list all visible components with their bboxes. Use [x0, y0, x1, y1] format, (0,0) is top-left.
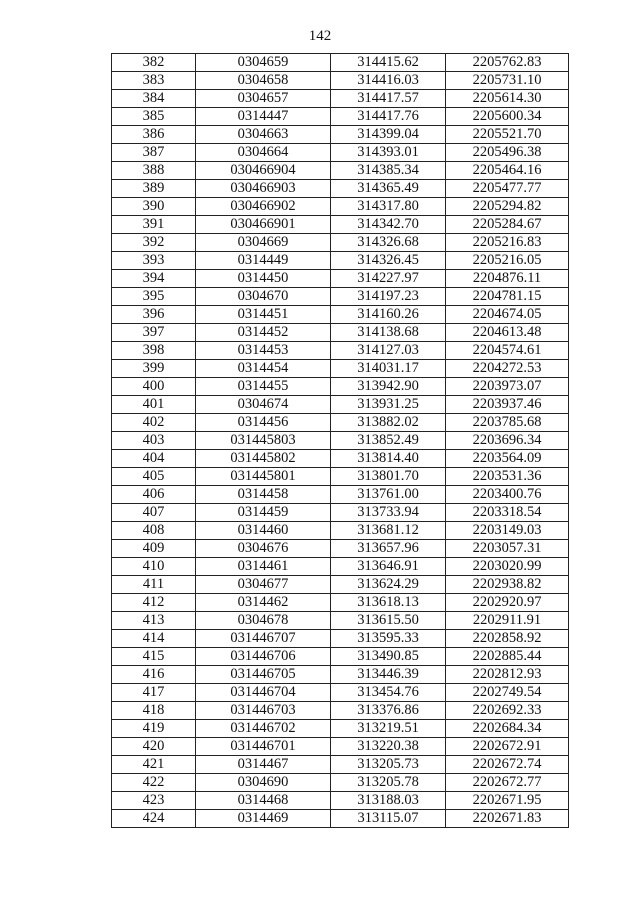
x-coordinate-cell: 313618.13 — [331, 594, 446, 612]
point-code-cell: 0304674 — [196, 396, 331, 414]
point-code-cell: 0304669 — [196, 234, 331, 252]
table-row — [112, 54, 569, 72]
table-row — [112, 198, 569, 216]
point-number-cell: 418 — [112, 702, 196, 720]
point-code-cell: 031445802 — [196, 450, 331, 468]
table-row — [112, 558, 569, 576]
table-row — [112, 306, 569, 324]
table-row — [112, 72, 569, 90]
x-coordinate-cell: 314160.26 — [331, 306, 446, 324]
y-coordinate-cell: 2205731.10 — [446, 72, 569, 90]
point-number-cell: 411 — [112, 576, 196, 594]
table-row — [112, 468, 569, 486]
x-coordinate-cell: 313814.40 — [331, 450, 446, 468]
table-row — [112, 162, 569, 180]
point-code-cell: 0314459 — [196, 504, 331, 522]
table-row — [112, 126, 569, 144]
x-coordinate-cell: 313882.02 — [331, 414, 446, 432]
y-coordinate-cell: 2203564.09 — [446, 450, 569, 468]
point-number-cell: 419 — [112, 720, 196, 738]
x-coordinate-cell: 313220.38 — [331, 738, 446, 756]
table-row — [112, 738, 569, 756]
y-coordinate-cell: 2205284.67 — [446, 216, 569, 234]
x-coordinate-cell: 313205.73 — [331, 756, 446, 774]
table-row — [112, 612, 569, 630]
y-coordinate-cell: 2202920.97 — [446, 594, 569, 612]
y-coordinate-cell: 2202671.83 — [446, 810, 569, 828]
point-number-cell: 407 — [112, 504, 196, 522]
table-row — [112, 270, 569, 288]
x-coordinate-cell: 313446.39 — [331, 666, 446, 684]
y-coordinate-cell: 2204876.11 — [446, 270, 569, 288]
x-coordinate-cell: 313646.91 — [331, 558, 446, 576]
table-row — [112, 288, 569, 306]
y-coordinate-cell: 2204613.48 — [446, 324, 569, 342]
table-row — [112, 378, 569, 396]
y-coordinate-cell: 2202749.54 — [446, 684, 569, 702]
table-row — [112, 90, 569, 108]
x-coordinate-cell: 313376.86 — [331, 702, 446, 720]
x-coordinate-cell: 313615.50 — [331, 612, 446, 630]
point-code-cell: 0314455 — [196, 378, 331, 396]
point-number-cell: 415 — [112, 648, 196, 666]
table-row — [112, 342, 569, 360]
point-code-cell: 0314467 — [196, 756, 331, 774]
y-coordinate-cell: 2202672.74 — [446, 756, 569, 774]
point-code-cell: 0314450 — [196, 270, 331, 288]
point-code-cell: 0304659 — [196, 54, 331, 72]
y-coordinate-cell: 2203149.03 — [446, 522, 569, 540]
point-code-cell: 0304657 — [196, 90, 331, 108]
y-coordinate-cell: 2202911.91 — [446, 612, 569, 630]
table-row — [112, 594, 569, 612]
x-coordinate-cell: 314416.03 — [331, 72, 446, 90]
x-coordinate-cell: 314365.49 — [331, 180, 446, 198]
table-row — [112, 234, 569, 252]
x-coordinate-cell: 313681.12 — [331, 522, 446, 540]
point-code-cell: 0304670 — [196, 288, 331, 306]
x-coordinate-cell: 314031.17 — [331, 360, 446, 378]
point-code-cell: 0304678 — [196, 612, 331, 630]
y-coordinate-cell: 2203057.31 — [446, 540, 569, 558]
table-row — [112, 684, 569, 702]
point-number-cell: 389 — [112, 180, 196, 198]
x-coordinate-cell: 314399.04 — [331, 126, 446, 144]
table-row — [112, 576, 569, 594]
y-coordinate-cell: 2205614.30 — [446, 90, 569, 108]
point-code-cell: 0314453 — [196, 342, 331, 360]
point-code-cell: 0314449 — [196, 252, 331, 270]
y-coordinate-cell: 2202812.93 — [446, 666, 569, 684]
y-coordinate-cell: 2205464.16 — [446, 162, 569, 180]
x-coordinate-cell: 313188.03 — [331, 792, 446, 810]
y-coordinate-cell: 2205216.05 — [446, 252, 569, 270]
coordinates-table — [111, 53, 569, 828]
point-number-cell: 406 — [112, 486, 196, 504]
point-code-cell: 0314452 — [196, 324, 331, 342]
point-number-cell: 392 — [112, 234, 196, 252]
point-number-cell: 405 — [112, 468, 196, 486]
y-coordinate-cell: 2204674.05 — [446, 306, 569, 324]
x-coordinate-cell: 314385.34 — [331, 162, 446, 180]
point-code-cell: 0314469 — [196, 810, 331, 828]
point-number-cell: 393 — [112, 252, 196, 270]
point-number-cell: 413 — [112, 612, 196, 630]
y-coordinate-cell: 2203400.76 — [446, 486, 569, 504]
x-coordinate-cell: 313761.00 — [331, 486, 446, 504]
table-row — [112, 648, 569, 666]
table-row — [112, 702, 569, 720]
x-coordinate-cell: 314417.57 — [331, 90, 446, 108]
point-code-cell: 031446706 — [196, 648, 331, 666]
point-code-cell: 031445801 — [196, 468, 331, 486]
x-coordinate-cell: 313219.51 — [331, 720, 446, 738]
y-coordinate-cell: 2204574.61 — [446, 342, 569, 360]
point-number-cell: 409 — [112, 540, 196, 558]
x-coordinate-cell: 313115.07 — [331, 810, 446, 828]
table-row — [112, 522, 569, 540]
y-coordinate-cell: 2205294.82 — [446, 198, 569, 216]
y-coordinate-cell: 2202671.95 — [446, 792, 569, 810]
table-row — [112, 630, 569, 648]
point-code-cell: 030466904 — [196, 162, 331, 180]
y-coordinate-cell: 2205521.70 — [446, 126, 569, 144]
point-code-cell: 030466903 — [196, 180, 331, 198]
x-coordinate-cell: 313205.78 — [331, 774, 446, 792]
table-row — [112, 252, 569, 270]
table-row — [112, 540, 569, 558]
table-row — [112, 144, 569, 162]
point-number-cell: 390 — [112, 198, 196, 216]
table-row — [112, 180, 569, 198]
x-coordinate-cell: 313657.96 — [331, 540, 446, 558]
point-number-cell: 401 — [112, 396, 196, 414]
point-number-cell: 402 — [112, 414, 196, 432]
table-row — [112, 450, 569, 468]
table-row — [112, 666, 569, 684]
point-code-cell: 031445803 — [196, 432, 331, 450]
coordinates-table-body — [112, 54, 569, 828]
y-coordinate-cell: 2203020.99 — [446, 558, 569, 576]
x-coordinate-cell: 313624.29 — [331, 576, 446, 594]
y-coordinate-cell: 2202938.82 — [446, 576, 569, 594]
point-code-cell: 0314462 — [196, 594, 331, 612]
table-row — [112, 774, 569, 792]
y-coordinate-cell: 2202672.77 — [446, 774, 569, 792]
point-number-cell: 391 — [112, 216, 196, 234]
y-coordinate-cell: 2203696.34 — [446, 432, 569, 450]
point-code-cell: 0304664 — [196, 144, 331, 162]
point-number-cell: 394 — [112, 270, 196, 288]
point-code-cell: 030466901 — [196, 216, 331, 234]
point-code-cell: 0314456 — [196, 414, 331, 432]
table-row — [112, 792, 569, 810]
page-number: 142 — [308, 28, 332, 44]
point-code-cell: 0314458 — [196, 486, 331, 504]
x-coordinate-cell: 314393.01 — [331, 144, 446, 162]
x-coordinate-cell: 314197.23 — [331, 288, 446, 306]
point-number-cell: 420 — [112, 738, 196, 756]
x-coordinate-cell: 313852.49 — [331, 432, 446, 450]
x-coordinate-cell: 313733.94 — [331, 504, 446, 522]
point-code-cell: 0304690 — [196, 774, 331, 792]
x-coordinate-cell: 314342.70 — [331, 216, 446, 234]
point-code-cell: 0314468 — [196, 792, 331, 810]
y-coordinate-cell: 2205600.34 — [446, 108, 569, 126]
x-coordinate-cell: 314227.97 — [331, 270, 446, 288]
x-coordinate-cell: 314417.76 — [331, 108, 446, 126]
point-number-cell: 399 — [112, 360, 196, 378]
point-number-cell: 397 — [112, 324, 196, 342]
table-row — [112, 414, 569, 432]
point-number-cell: 386 — [112, 126, 196, 144]
y-coordinate-cell: 2203531.36 — [446, 468, 569, 486]
point-code-cell: 0304677 — [196, 576, 331, 594]
x-coordinate-cell: 313595.33 — [331, 630, 446, 648]
point-code-cell: 0314461 — [196, 558, 331, 576]
point-number-cell: 424 — [112, 810, 196, 828]
point-number-cell: 384 — [112, 90, 196, 108]
table-row — [112, 720, 569, 738]
y-coordinate-cell: 2204781.15 — [446, 288, 569, 306]
point-code-cell: 0314460 — [196, 522, 331, 540]
point-number-cell: 417 — [112, 684, 196, 702]
x-coordinate-cell: 314317.80 — [331, 198, 446, 216]
point-number-cell: 387 — [112, 144, 196, 162]
y-coordinate-cell: 2205216.83 — [446, 234, 569, 252]
y-coordinate-cell: 2202672.91 — [446, 738, 569, 756]
table-row — [112, 810, 569, 828]
x-coordinate-cell: 313454.76 — [331, 684, 446, 702]
point-number-cell: 396 — [112, 306, 196, 324]
point-number-cell: 382 — [112, 54, 196, 72]
point-code-cell: 0314451 — [196, 306, 331, 324]
x-coordinate-cell: 314326.45 — [331, 252, 446, 270]
x-coordinate-cell: 313931.25 — [331, 396, 446, 414]
y-coordinate-cell: 2205477.77 — [446, 180, 569, 198]
point-code-cell: 031446702 — [196, 720, 331, 738]
point-number-cell: 412 — [112, 594, 196, 612]
y-coordinate-cell: 2202885.44 — [446, 648, 569, 666]
y-coordinate-cell: 2203318.54 — [446, 504, 569, 522]
point-number-cell: 403 — [112, 432, 196, 450]
point-number-cell: 414 — [112, 630, 196, 648]
point-number-cell: 404 — [112, 450, 196, 468]
y-coordinate-cell: 2203937.46 — [446, 396, 569, 414]
table-row — [112, 432, 569, 450]
x-coordinate-cell: 313942.90 — [331, 378, 446, 396]
table-row — [112, 216, 569, 234]
point-number-cell: 422 — [112, 774, 196, 792]
point-number-cell: 410 — [112, 558, 196, 576]
point-code-cell: 031446704 — [196, 684, 331, 702]
table-row — [112, 108, 569, 126]
point-code-cell: 0304676 — [196, 540, 331, 558]
table-row — [112, 324, 569, 342]
y-coordinate-cell: 2205762.83 — [446, 54, 569, 72]
x-coordinate-cell: 313490.85 — [331, 648, 446, 666]
point-code-cell: 031446701 — [196, 738, 331, 756]
point-number-cell: 395 — [112, 288, 196, 306]
point-number-cell: 421 — [112, 756, 196, 774]
table-row — [112, 360, 569, 378]
point-number-cell: 416 — [112, 666, 196, 684]
point-code-cell: 0304658 — [196, 72, 331, 90]
point-number-cell: 408 — [112, 522, 196, 540]
point-code-cell: 031446707 — [196, 630, 331, 648]
y-coordinate-cell: 2204272.53 — [446, 360, 569, 378]
table-row — [112, 396, 569, 414]
point-code-cell: 031446705 — [196, 666, 331, 684]
point-code-cell: 0314454 — [196, 360, 331, 378]
point-number-cell: 400 — [112, 378, 196, 396]
point-number-cell: 398 — [112, 342, 196, 360]
point-number-cell: 388 — [112, 162, 196, 180]
point-number-cell: 383 — [112, 72, 196, 90]
point-code-cell: 030466902 — [196, 198, 331, 216]
point-code-cell: 0304663 — [196, 126, 331, 144]
y-coordinate-cell: 2202692.33 — [446, 702, 569, 720]
table-row — [112, 504, 569, 522]
table-row — [112, 756, 569, 774]
table-row — [112, 486, 569, 504]
point-number-cell: 423 — [112, 792, 196, 810]
x-coordinate-cell: 314415.62 — [331, 54, 446, 72]
point-number-cell: 385 — [112, 108, 196, 126]
y-coordinate-cell: 2203973.07 — [446, 378, 569, 396]
x-coordinate-cell: 314326.68 — [331, 234, 446, 252]
y-coordinate-cell: 2203785.68 — [446, 414, 569, 432]
y-coordinate-cell: 2202858.92 — [446, 630, 569, 648]
y-coordinate-cell: 2202684.34 — [446, 720, 569, 738]
point-code-cell: 031446703 — [196, 702, 331, 720]
x-coordinate-cell: 314127.03 — [331, 342, 446, 360]
y-coordinate-cell: 2205496.38 — [446, 144, 569, 162]
x-coordinate-cell: 313801.70 — [331, 468, 446, 486]
point-code-cell: 0314447 — [196, 108, 331, 126]
x-coordinate-cell: 314138.68 — [331, 324, 446, 342]
